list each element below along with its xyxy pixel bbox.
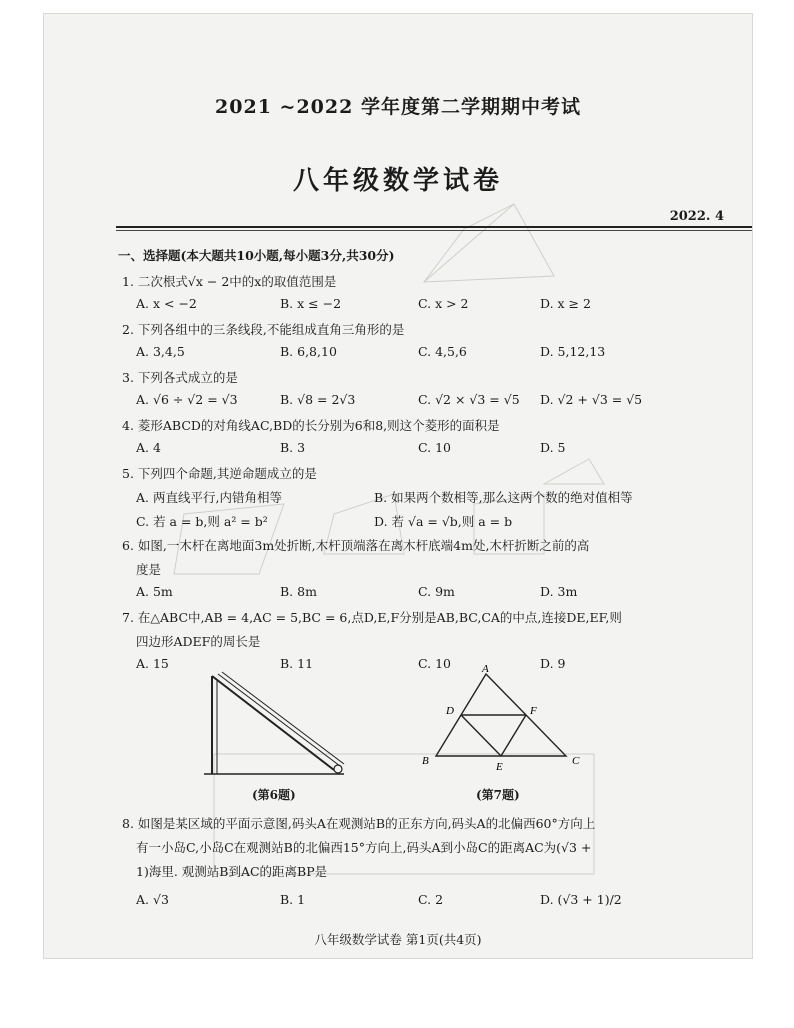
q7-option-c: C. 10 (418, 656, 451, 671)
pole-fallen-inner (218, 674, 340, 766)
figure-7-triangle (416, 664, 586, 774)
q6-option-d: D. 3m (540, 584, 578, 599)
label-e: E (496, 761, 503, 773)
exam-title: 2021 ~2022 学年度第二学期期中考试 (215, 96, 581, 118)
label-b: B (422, 755, 429, 767)
q8-option-c: C. 2 (418, 892, 444, 907)
q4-stem: 4. 菱形ABCD的对角线AC,BD的长分别为6和8,则这个菱形的面积是 (122, 418, 500, 433)
q4-option-c: C. 10 (418, 440, 451, 455)
q7-stem-cont: 四边形ADEF的周长是 (136, 634, 261, 649)
figure-6-broken-pole (194, 670, 354, 780)
segment-de (461, 715, 501, 756)
exam-date: 2022. 4 (669, 209, 724, 224)
q3-stem: 3. 下列各式成立的是 (122, 370, 238, 385)
q4-option-b: B. 3 (280, 440, 306, 455)
q1-option-b: B. x ≤ −2 (280, 296, 342, 311)
q6-stem-cont: 度是 (136, 562, 162, 577)
q7-option-a: A. 15 (136, 656, 169, 671)
q5-option-b: B. 如果两个数相等,那么这两个数的绝对值相等 (374, 490, 633, 505)
q6-option-a: A. 5m (136, 584, 173, 599)
q6-stem: 6. 如图,一木杆在离地面3m处折断,木杆顶端落在离木杆底端4m处,木杆折断之前的高 (122, 538, 590, 553)
q5-option-a: A. 两直线平行,内错角相等 (136, 490, 282, 505)
q7-option-b: B. 11 (280, 656, 314, 671)
q3-option-a: A. √6 ÷ √2 = √3 (136, 392, 238, 407)
q8-option-a: A. √3 (136, 892, 169, 907)
pole-tip (334, 765, 342, 773)
pole-fallen-edge (222, 672, 344, 764)
q8-stem: 8. 如图是某区域的平面示意图,码头A在观测站B的正东方向,码头A的北偏西60°方向上 (122, 816, 596, 831)
figure-7-caption: (第7题) (476, 788, 520, 802)
q5-option-d: D. 若 √a = √b,则 a = b (374, 514, 513, 529)
q6-option-c: C. 9m (418, 584, 455, 599)
q1-option-a: A. x < −2 (136, 296, 197, 311)
label-c: C (572, 755, 580, 767)
figure-6-caption: (第6题) (252, 788, 296, 802)
q4-option-a: A. 4 (136, 440, 161, 455)
q2-stem: 2. 下列各组中的三条线段,不能组成直角三角形的是 (122, 322, 405, 337)
q4-option-d: D. 5 (540, 440, 566, 455)
page-footer: 八年级数学试卷 第1页(共4页) (314, 932, 482, 947)
q3-option-d: D. √2 + √3 = √5 (540, 392, 643, 407)
q1-option-c: C. x > 2 (418, 296, 469, 311)
label-a: A (482, 664, 489, 675)
q8-option-b: B. 1 (280, 892, 306, 907)
q3-option-b: B. √8 = 2√3 (280, 392, 356, 407)
exam-subject: 八年级数学试卷 (292, 166, 503, 196)
q5-option-c: C. 若 a = b,则 a² = b² (136, 514, 268, 529)
q2-option-a: A. 3,4,5 (136, 344, 185, 359)
q2-option-c: C. 4,5,6 (418, 344, 467, 359)
segment-ef (501, 715, 526, 756)
q8-stem-cont2: 1)海里. 观测站B到AC的距离BP是 (136, 864, 328, 879)
pole-fallen (212, 676, 334, 770)
section-heading: 一、选择题(本大题共10小题,每小题3分,共30分) (118, 248, 395, 263)
q7-stem: 7. 在△ABC中,AB = 4,AC = 5,BC = 6,点D,E,F分别是AB,BC,CA的中点,连接DE,EF,则 (122, 610, 622, 625)
q7-option-d: D. 9 (540, 656, 566, 671)
header-rule-thin (116, 230, 752, 231)
q6-option-b: B. 8m (280, 584, 317, 599)
q1-stem: 1. 二次根式√x − 2中的x的取值范围是 (122, 274, 337, 289)
label-d: D (446, 705, 454, 717)
label-f: F (530, 705, 537, 717)
exam-sheet (44, 14, 752, 958)
q8-option-d: D. (√3 + 1)/2 (540, 892, 622, 907)
q2-option-b: B. 6,8,10 (280, 344, 337, 359)
q2-option-d: D. 5,12,13 (540, 344, 606, 359)
header-rule (116, 226, 752, 228)
q8-stem-cont: 有一小岛C,小岛C在观测站B的北偏西15°方向上,码头A到小岛C的距离AC为(√3 + (136, 840, 592, 855)
q5-stem: 5. 下列四个命题,其逆命题成立的是 (122, 466, 317, 481)
q3-option-c: C. √2 × √3 = √5 (418, 392, 520, 407)
q1-option-d: D. x ≥ 2 (540, 296, 591, 311)
